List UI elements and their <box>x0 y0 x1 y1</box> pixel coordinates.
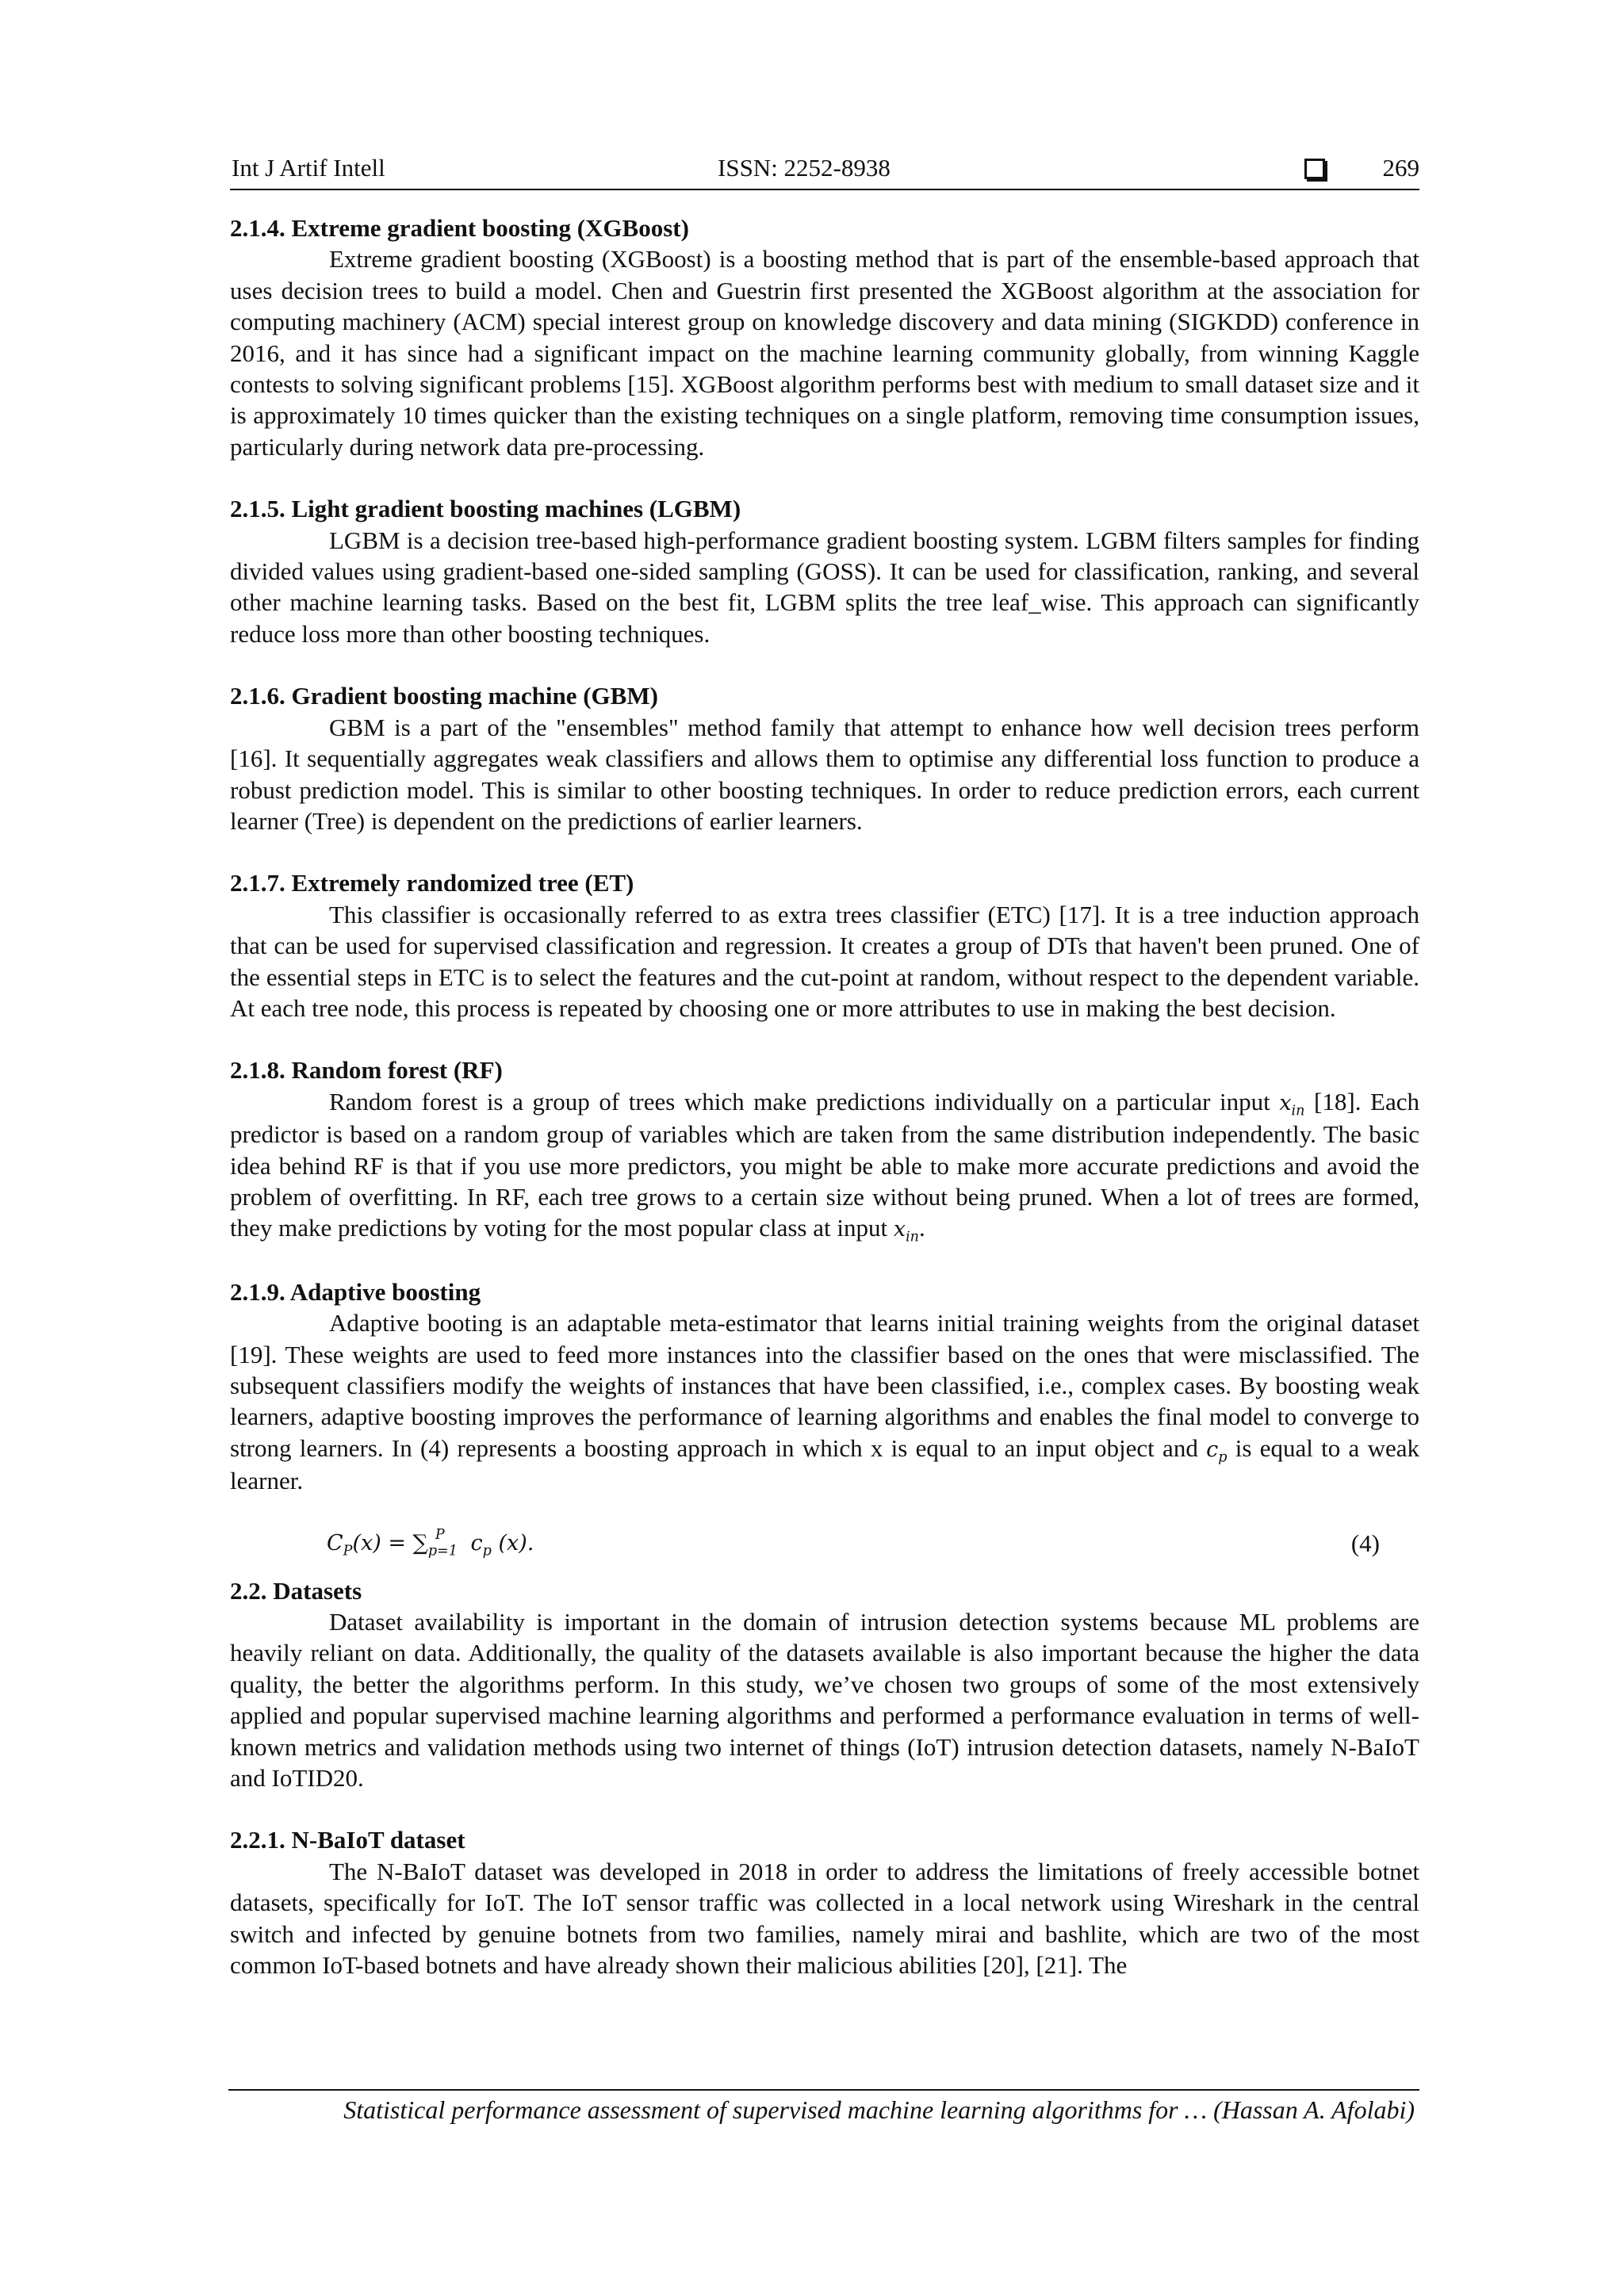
paragraph-lgbm: LGBM is a decision tree-based high-performance gradient boosting system. LGBM filters samples for finding divided values using gradient-based one-sided sampling (GOSS). It can be used for classification, ranking, and several other machine learning tasks. Based on the best fit, LGBM splits the tree leaf_wise. This approach can significantly reduce loss more than other boosting techniques. <box>230 526 1419 648</box>
paragraph-et: This classifier is occasionally referred to as extra trees classifier (ETC) [17]. It is a tree induction approach that can be used for supervised classification and regression. It creates a group of DTs that haven't been pruned. One of the essential steps in ETC is to select the features and the cut-point at random, without respect to the dependent variable. At each tree node, this process is repeated by choosing one or more attributes to use in making the best decision. <box>230 900 1419 1022</box>
section-heading-lgbm: 2.1.5. Light gradient boosting machines (LGBM) <box>230 495 741 523</box>
section-heading-et: 2.1.7. Extremely randomized tree (ET) <box>230 869 634 897</box>
rf-text-part-b: [18]. Each predictor is based on a random group of variables which are taken from the same distribution independently. The basic idea behind RF is that if you use more predictors, you might be able to make more accurate predictions and avoid the problem of overfitting. In RF, each tree grows to a certain size without being pruned. When a lot of trees are formed, they make predictions by voting for the most popular class at input <box>230 1087 1419 1242</box>
section-heading-nbaiot: 2.2.1. N-BaIoT dataset <box>230 1826 465 1854</box>
paragraph-xgboost: Extreme gradient boosting (XGBoost) is a boosting method that is part of the ensemble-based approach that uses decision trees to build a model. Chen and Guestrin first presented the XGBoost algorithm at the association for computing machinery (ACM) special interest group on knowledge discovery and data mining (SIGKDD) conference in 2016, and it has since had a significant impact on the machine learning community globally, from winning Kaggle contests to solving significant problems [15]. XGBoost algorithm performs best with medium to small dataset size and it is approximately 10 times quicker than the existing techniques on a single platform, removing time consumption issues, particularly during network data pre-processing. <box>230 245 1419 461</box>
equation-4 <box>230 1528 1419 1559</box>
math-c-p: $c_p$ <box>1206 1437 1228 1466</box>
equation-expression: $C_P(x) = \sum_{p=1}^P$ $c_p$ (x). <box>327 1527 534 1559</box>
page-body <box>230 212 1419 2012</box>
paragraph-datasets: Dataset availability is important in the domain of intrusion detection systems because ML problems are heavily reliant on data. Additionally, the quality of the datasets available is also important because the higher the data quality, the better the algorithms perform. In this study, we’ve chosen two groups of some of the most extensively applied and popular supervised machine learning algorithms and performed a performance evaluation in terms of well-known metrics and validation methods using two internet of things (IoT) intrusion detection datasets, namely N-BaIoT and IoTID20. <box>230 1608 1419 1793</box>
section-heading-xgboost: 2.1.4. Extreme gradient boosting (XGBoost) <box>230 214 689 242</box>
adaboost-text-part-b: is equal to a weak learner. <box>230 1433 1419 1495</box>
paragraph-rf <box>230 1086 1419 1246</box>
issn: ISSN: 2252-8938 <box>718 154 891 182</box>
rf-text-part-a: Random forest is a group of trees which make predictions individually on a particular input <box>329 1087 1280 1115</box>
equation-number: (4) <box>1350 1529 1380 1557</box>
journal-name: Int J Artif Intell <box>232 154 385 182</box>
math-x-in: $x_{in}$ <box>893 1217 919 1246</box>
running-footer <box>228 2089 1419 2125</box>
checkbox-square-icon <box>1304 159 1325 179</box>
rf-text-part-c: . <box>918 1214 925 1242</box>
math-x-in: $x_{in}$ <box>1279 1090 1305 1119</box>
footer-caption: Statistical performance assessment of supervised machine learning algorithms for … (Hassan A. Afolabi) <box>343 2095 1415 2124</box>
section-heading-gbm: 2.1.6. Gradient boosting machine (GBM) <box>230 682 658 710</box>
section-heading-adaboost: 2.1.9. Adaptive boosting <box>230 1277 481 1306</box>
paragraph-nbaiot: The N-BaIoT dataset was developed in 2018 in order to address the limitations of freely accessible botnet datasets, specifically for IoT. The IoT sensor traffic was collected in a local network using Wireshark in the central switch and infected by genuine botnets from two families, namely mirai and bashlite, which are two of the most common IoT-based botnets and have already shown their malicious abilities [20], [21]. The <box>230 1857 1419 1980</box>
section-heading-rf: 2.1.8. Random forest (RF) <box>230 1056 503 1085</box>
section-heading-datasets: 2.2. Datasets <box>230 1576 362 1605</box>
paragraph-adaboost <box>230 1307 1419 1496</box>
page-number: 269 <box>1382 154 1419 182</box>
adaboost-text-part-a: Adaptive booting is an adaptable meta-estimator that learns initial training weights from the original dataset [19]. These weights are used to feed more instances into the classifier based on the ones that were misclassified. The subsequent classifiers modify the weights of instances that have been classified, i.e., complex cases. By boosting weak learners, adaptive boosting improves the performance of learning algorithms and enables the final model to converge to strong learners. In (4) represents a boosting approach in which x is equal to an input object and <box>230 1309 1419 1462</box>
running-header <box>230 152 1419 190</box>
paragraph-gbm: GBM is a part of the "ensembles" method family that attempt to enhance how well decision trees perform [16]. It sequentially aggregates weak classifiers and allows them to optimise any differential loss function to produce a robust prediction model. This is similar to other boosting techniques. In order to reduce prediction errors, each current learner (Tree) is dependent on the predictions of earlier learners. <box>230 713 1419 835</box>
